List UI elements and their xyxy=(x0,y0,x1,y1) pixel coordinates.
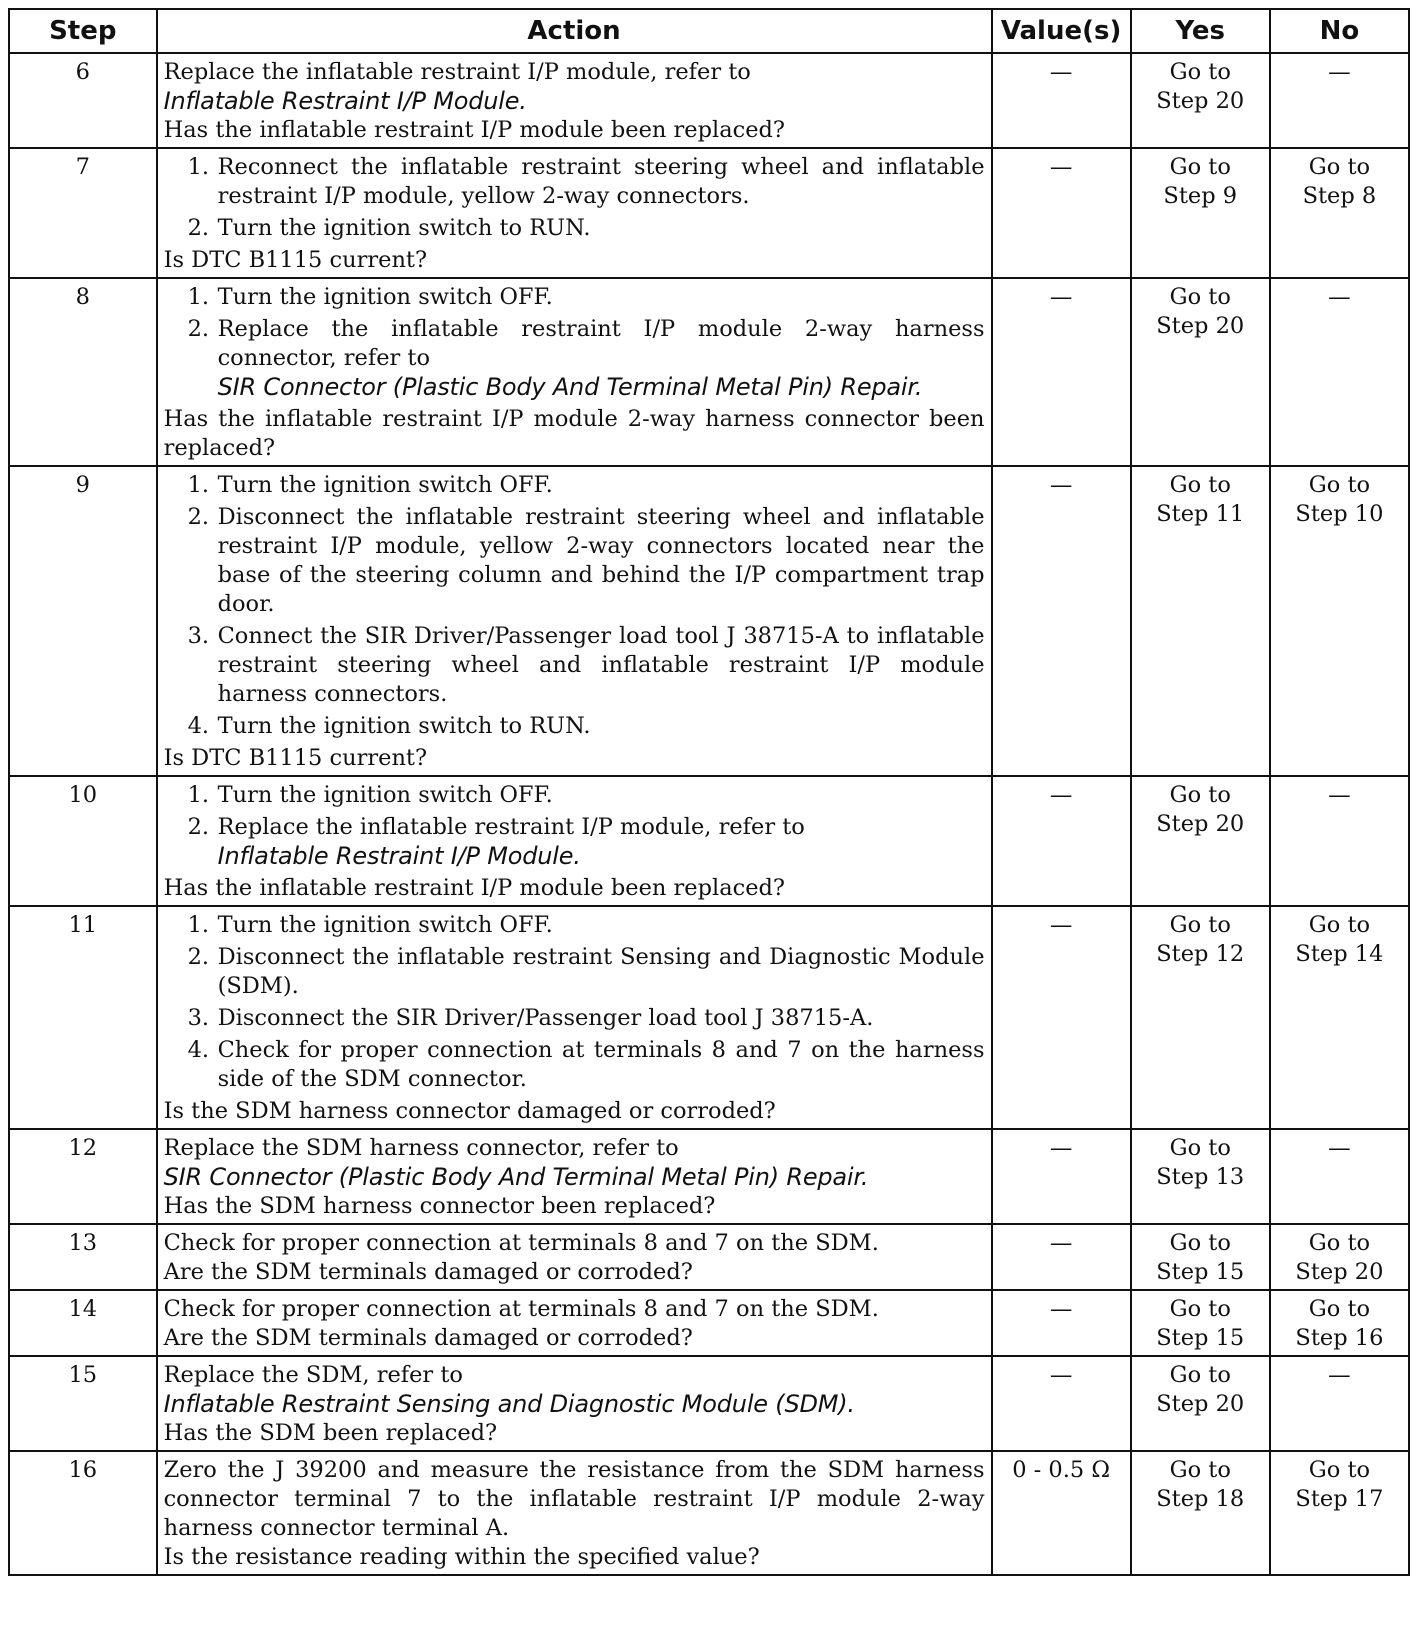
no-target: — xyxy=(1328,1362,1351,1388)
action-cell xyxy=(157,1451,992,1575)
action-step-number: 1. xyxy=(187,912,210,938)
action-step-item xyxy=(188,911,985,940)
action-step-item xyxy=(188,503,985,619)
action-reference: Inflatable Restraint I/P Module. xyxy=(217,842,581,870)
yes-target: Step 20 xyxy=(1156,88,1245,114)
action-step-number: 3. xyxy=(187,623,210,649)
table-body xyxy=(9,53,1409,1575)
header-yes: Yes xyxy=(1131,9,1270,53)
table-row xyxy=(9,1129,1409,1224)
yes-target: Go to xyxy=(1169,912,1231,938)
yes-cell xyxy=(1131,148,1270,278)
table-row xyxy=(9,1451,1409,1575)
step-number: 12 xyxy=(9,1129,157,1224)
no-target: Step 10 xyxy=(1295,501,1384,527)
no-target: Go to xyxy=(1308,472,1371,498)
action-step-item xyxy=(188,315,985,402)
header-action: Action xyxy=(157,9,992,53)
action-step-item xyxy=(188,622,985,709)
no-cell xyxy=(1270,1356,1409,1451)
action-step-item xyxy=(188,471,985,500)
action-step-item xyxy=(188,283,985,312)
yes-target: Step 20 xyxy=(1156,1391,1245,1417)
table-row xyxy=(9,278,1409,466)
action-cell xyxy=(157,906,992,1129)
action-steps-list xyxy=(164,471,985,741)
no-cell xyxy=(1270,906,1409,1129)
action-step-item xyxy=(188,1036,985,1094)
value-cell: 0 - 0.5 Ω xyxy=(992,1451,1131,1575)
no-cell xyxy=(1270,53,1409,148)
step-number: 7 xyxy=(9,148,157,278)
action-step-body xyxy=(218,712,985,741)
action-step-body xyxy=(218,781,985,810)
no-target: Step 16 xyxy=(1295,1325,1384,1351)
value-cell: — xyxy=(992,1224,1131,1290)
action-step-number: 1. xyxy=(187,154,210,180)
action-reference: Inflatable Restraint I/P Module. xyxy=(163,87,527,115)
action-question: Is the resistance reading within the specified value? xyxy=(163,1544,760,1570)
yes-target: Go to xyxy=(1169,1135,1231,1161)
value-cell: — xyxy=(992,148,1131,278)
action-cell xyxy=(157,278,992,466)
action-step-number: 1. xyxy=(187,782,210,808)
yes-target: Step 20 xyxy=(1156,811,1245,837)
no-cell xyxy=(1270,1451,1409,1575)
action-steps-list xyxy=(164,283,985,402)
action-steps-list xyxy=(164,911,985,1094)
step-number: 6 xyxy=(9,53,157,148)
action-step-text: Turn the ignition switch OFF. xyxy=(217,284,553,310)
yes-cell xyxy=(1131,1290,1270,1356)
no-target: — xyxy=(1328,782,1351,808)
no-cell xyxy=(1270,466,1409,776)
action-step-number: 3. xyxy=(187,1005,210,1031)
table-row xyxy=(9,53,1409,148)
action-question: Is DTC B1115 current? xyxy=(163,745,428,771)
step-number: 10 xyxy=(9,776,157,906)
action-step-number: 2. xyxy=(187,316,210,342)
action-step-number: 1. xyxy=(187,284,210,310)
no-target: Go to xyxy=(1308,154,1371,180)
yes-cell xyxy=(1131,278,1270,466)
action-step-body xyxy=(218,283,985,312)
action-step-body xyxy=(218,1004,985,1033)
action-step-item xyxy=(188,1004,985,1033)
yes-target: Step 18 xyxy=(1156,1486,1245,1512)
no-target: Step 17 xyxy=(1295,1486,1384,1512)
action-question: Are the SDM terminals damaged or corroded? xyxy=(163,1259,693,1285)
no-target: Step 20 xyxy=(1295,1259,1384,1285)
yes-cell xyxy=(1131,906,1270,1129)
yes-target: Step 20 xyxy=(1156,313,1245,339)
value-cell: — xyxy=(992,1356,1131,1451)
yes-cell xyxy=(1131,53,1270,148)
action-intro: Replace the SDM, refer to xyxy=(163,1362,463,1388)
action-cell xyxy=(157,1290,992,1356)
action-step-body xyxy=(218,214,985,243)
yes-target: Go to xyxy=(1169,59,1231,85)
action-step-text: Disconnect the SIR Driver/Passenger load tool J 38715-A. xyxy=(217,1005,874,1031)
action-step-item xyxy=(188,214,985,243)
action-step-body xyxy=(218,471,985,500)
action-step-body xyxy=(218,153,985,211)
action-step-text: Turn the ignition switch OFF. xyxy=(217,472,553,498)
step-number: 15 xyxy=(9,1356,157,1451)
no-target: Go to xyxy=(1308,1457,1371,1483)
action-step-text: Turn the ignition switch OFF. xyxy=(217,912,553,938)
no-target: — xyxy=(1328,284,1351,310)
yes-target: Step 15 xyxy=(1156,1325,1245,1351)
table-row xyxy=(9,148,1409,278)
table-header-row xyxy=(9,9,1409,53)
yes-target: Step 15 xyxy=(1156,1259,1245,1285)
action-step-item xyxy=(188,943,985,1001)
action-question: Has the SDM harness connector been replaced? xyxy=(163,1193,716,1219)
action-step-number: 1. xyxy=(187,472,210,498)
no-target: Go to xyxy=(1308,1296,1371,1322)
value-cell: — xyxy=(992,776,1131,906)
yes-target: Go to xyxy=(1169,284,1231,310)
yes-cell xyxy=(1131,1451,1270,1575)
yes-cell xyxy=(1131,776,1270,906)
action-step-item xyxy=(188,813,985,871)
action-step-text: Turn the ignition switch to RUN. xyxy=(217,713,591,739)
action-step-text: Replace the inflatable restraint I/P module 2-way harness connector, refer to xyxy=(217,316,985,371)
action-step-item xyxy=(188,781,985,810)
yes-target: Step 12 xyxy=(1156,941,1245,967)
no-cell xyxy=(1270,1224,1409,1290)
action-step-body xyxy=(218,943,985,1001)
step-number: 11 xyxy=(9,906,157,1129)
step-number: 14 xyxy=(9,1290,157,1356)
action-step-item xyxy=(188,712,985,741)
action-step-text: Turn the ignition switch OFF. xyxy=(217,782,553,808)
value-cell: — xyxy=(992,278,1131,466)
action-reference: Inflatable Restraint Sensing and Diagnostic Module (SDM). xyxy=(163,1390,855,1418)
action-question: Has the inflatable restraint I/P module been replaced? xyxy=(163,117,785,143)
action-intro: Zero the J 39200 and measure the resistance from the SDM harness connector terminal 7 to the inflatable restraint I/P module 2-way harness connector terminal A. xyxy=(163,1457,985,1541)
action-reference: SIR Connector (Plastic Body And Terminal Metal Pin) Repair. xyxy=(163,1163,869,1191)
action-intro: Replace the inflatable restraint I/P module, refer to xyxy=(163,59,751,85)
step-number: 13 xyxy=(9,1224,157,1290)
yes-target: Go to xyxy=(1169,1362,1231,1388)
table-row xyxy=(9,466,1409,776)
yes-target: Step 9 xyxy=(1163,183,1238,209)
yes-cell xyxy=(1131,1129,1270,1224)
action-step-body xyxy=(218,1036,985,1094)
action-step-number: 2. xyxy=(187,215,210,241)
no-target: Go to xyxy=(1308,912,1371,938)
no-cell xyxy=(1270,1290,1409,1356)
action-step-body xyxy=(218,813,985,871)
yes-target: Go to xyxy=(1169,782,1231,808)
value-cell: — xyxy=(992,1290,1131,1356)
action-step-text: Connect the SIR Driver/Passenger load tool J 38715-A to inflatable restraint steering wheel and inflatable restraint I/P module harness connectors. xyxy=(217,623,985,707)
value-cell: — xyxy=(992,466,1131,776)
action-question: Is the SDM harness connector damaged or corroded? xyxy=(163,1098,776,1124)
action-reference: SIR Connector (Plastic Body And Terminal Metal Pin) Repair. xyxy=(217,373,923,401)
table-row xyxy=(9,1356,1409,1451)
no-target: Step 14 xyxy=(1295,941,1384,967)
action-cell xyxy=(157,148,992,278)
yes-cell xyxy=(1131,1356,1270,1451)
action-question: Has the SDM been replaced? xyxy=(163,1420,498,1446)
table-row xyxy=(9,906,1409,1129)
action-step-body xyxy=(218,315,985,402)
header-step: Step xyxy=(9,9,157,53)
action-step-body xyxy=(218,622,985,709)
action-step-text: Turn the ignition switch to RUN. xyxy=(217,215,591,241)
no-target: Go to xyxy=(1308,1230,1371,1256)
action-question: Has the inflatable restraint I/P module been replaced? xyxy=(163,875,785,901)
step-number: 9 xyxy=(9,466,157,776)
table-row xyxy=(9,1290,1409,1356)
yes-target: Step 11 xyxy=(1156,501,1245,527)
yes-target: Go to xyxy=(1169,1296,1231,1322)
diagnostic-table xyxy=(8,8,1410,1576)
yes-target: Go to xyxy=(1169,1230,1231,1256)
no-target: — xyxy=(1328,59,1351,85)
action-intro: Check for proper connection at terminals 8 and 7 on the SDM. xyxy=(163,1230,879,1256)
yes-target: Go to xyxy=(1169,472,1231,498)
action-cell xyxy=(157,53,992,148)
action-cell xyxy=(157,1356,992,1451)
no-cell xyxy=(1270,278,1409,466)
header-values: Value(s) xyxy=(992,9,1131,53)
action-step-number: 4. xyxy=(187,1037,210,1063)
action-step-text: Reconnect the inflatable restraint steering wheel and inflatable restraint I/P module, yellow 2-way connectors. xyxy=(217,154,985,209)
action-step-body xyxy=(218,503,985,619)
action-step-item xyxy=(188,153,985,211)
action-cell xyxy=(157,776,992,906)
action-step-number: 2. xyxy=(187,814,210,840)
action-step-number: 2. xyxy=(187,944,210,970)
action-step-text: Check for proper connection at terminals 8 and 7 on the harness side of the SDM connector. xyxy=(217,1037,985,1092)
no-target: — xyxy=(1328,1135,1351,1161)
step-number: 8 xyxy=(9,278,157,466)
table-row xyxy=(9,776,1409,906)
action-question: Has the inflatable restraint I/P module 2-way harness connector been replaced? xyxy=(163,406,985,461)
header-no: No xyxy=(1270,9,1409,53)
action-step-text: Disconnect the inflatable restraint Sensing and Diagnostic Module (SDM). xyxy=(217,944,985,999)
no-cell xyxy=(1270,148,1409,278)
value-cell: — xyxy=(992,906,1131,1129)
yes-target: Step 13 xyxy=(1156,1164,1245,1190)
no-target: Step 8 xyxy=(1302,183,1377,209)
value-cell: — xyxy=(992,1129,1131,1224)
action-intro: Replace the SDM harness connector, refer to xyxy=(163,1135,679,1161)
action-step-body xyxy=(218,911,985,940)
value-cell: — xyxy=(992,53,1131,148)
action-question: Is DTC B1115 current? xyxy=(163,247,428,273)
action-steps-list xyxy=(164,153,985,243)
yes-target: Go to xyxy=(1169,1457,1231,1483)
action-step-text: Disconnect the inflatable restraint steering wheel and inflatable restraint I/P module, yellow 2-way connectors located near the base of the steering column and behind the I/P compartment trap door. xyxy=(217,504,985,617)
action-cell xyxy=(157,1224,992,1290)
action-step-number: 4. xyxy=(187,713,210,739)
action-step-text: Replace the inflatable restraint I/P module, refer to xyxy=(217,814,805,840)
action-cell xyxy=(157,1129,992,1224)
no-cell xyxy=(1270,1129,1409,1224)
no-cell xyxy=(1270,776,1409,906)
action-cell xyxy=(157,466,992,776)
step-number: 16 xyxy=(9,1451,157,1575)
yes-cell xyxy=(1131,1224,1270,1290)
action-step-number: 2. xyxy=(187,504,210,530)
table-row xyxy=(9,1224,1409,1290)
yes-cell xyxy=(1131,466,1270,776)
action-intro: Check for proper connection at terminals 8 and 7 on the SDM. xyxy=(163,1296,879,1322)
action-steps-list xyxy=(164,781,985,871)
yes-target: Go to xyxy=(1169,154,1231,180)
action-question: Are the SDM terminals damaged or corroded? xyxy=(163,1325,693,1351)
